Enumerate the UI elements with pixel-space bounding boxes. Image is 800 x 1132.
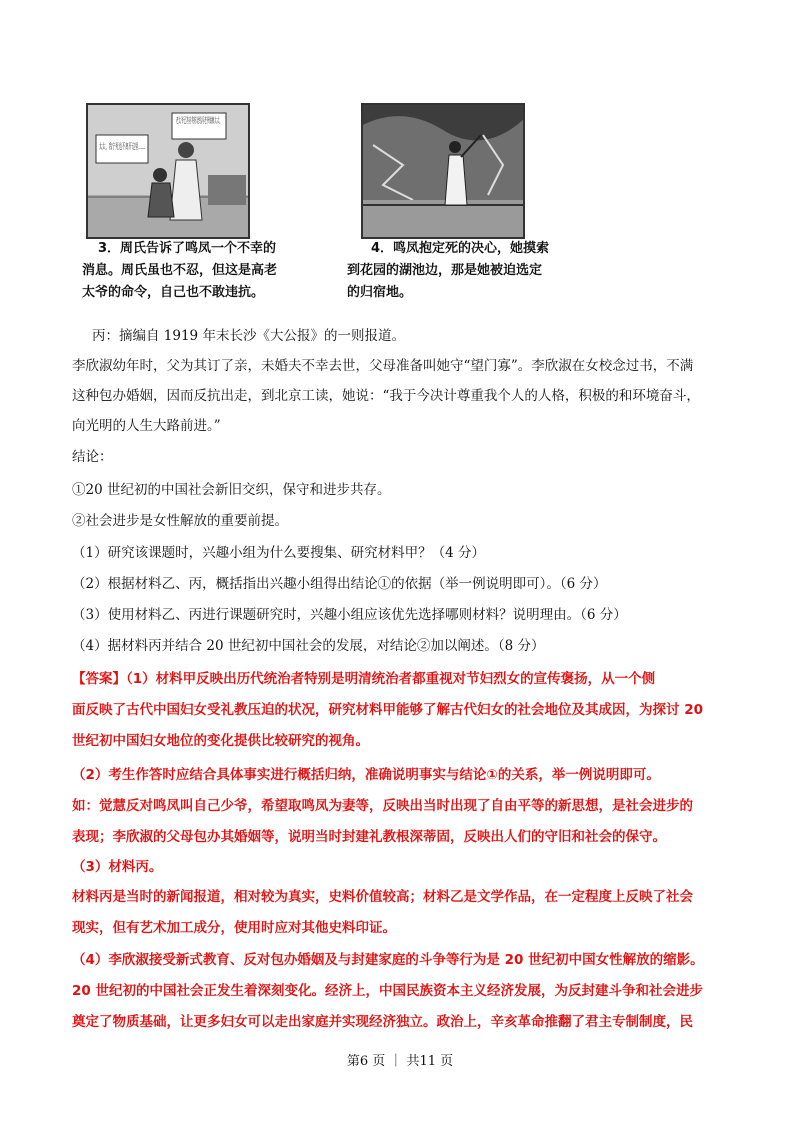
- answer-line: 面反映了古代中国妇女受礼教压迫的状况，研究材料甲能够了解古代妇女的社会地位及其成因，为探讨 20: [72, 702, 703, 718]
- caption-line: 3．周氏告诉了鸣凤一个不幸的: [98, 241, 277, 256]
- comic-illustration-4: [363, 105, 523, 237]
- answer-line: （4）李欣淑接受新式教育、反对包办婚姻及与封建家庭的斗争等行为是 20 世纪初中国女性解放的缩影。: [72, 952, 704, 968]
- question-3: （3）使用材料乙、丙进行课题研究时，兴趣小组应该优先选择哪则材料？说明理由。（6 分）: [72, 607, 627, 623]
- comic-image-4: [361, 103, 525, 239]
- answer-line: （2）考生作答时应结合具体事实进行概括归纳，准确说明事实与结论①的关系，举一例说明即可。: [72, 767, 660, 783]
- material-c-title: 丙：摘编自 1919 年末长沙《大公报》的一则报道。: [92, 328, 405, 344]
- answer-line: 表现；李欣淑的父母包办其婚姻等，说明当时封建礼教根深蒂固，反映出人们的守旧和社会的保守。: [72, 829, 666, 845]
- question-2: （2）根据材料乙、丙，概括指出兴趣小组得出结论①的依据（举一例说明即可）。（6 分）: [72, 576, 607, 592]
- material-c-line: 向光明的人生大路前进。”: [72, 418, 221, 434]
- question-4: （4）据材料丙并结合 20 世纪初中国社会的发展，对结论②加以阐述。（8 分）: [72, 638, 545, 654]
- conclusion-item: ②社会进步是女性解放的重要前提。: [72, 513, 288, 529]
- comic-caption-4: [347, 238, 557, 304]
- answer-line: 如：觉慧反对鸣凤叫自己少爷，希望取鸣凤为妻等，反映出当时出现了自由平等的新思想，是社会进步的: [72, 798, 693, 814]
- comic-image-3: [86, 103, 250, 239]
- caption-line: 消息。周氏虽也不忍，但这是高老: [82, 263, 278, 278]
- material-c-line: 这种包办婚姻，因而反抗出走，到北京工读，她说：“我于今决计尊重我个人的人格，积极的和环境奋斗，: [72, 388, 700, 404]
- caption-line: 4．鸣凤抱定死的决心，她摸索: [371, 241, 550, 256]
- caption-line: 的归宿地。: [347, 285, 413, 300]
- answer-line: 奠定了物质基础，让更多妇女可以走出家庭并实现经济独立。政治上，辛亥革命推翻了君主专制制度，民: [72, 1014, 693, 1030]
- answer-line: 材料丙是当时的新闻报道，相对较为真实，史料价值较高；材料乙是文学作品，在一定程度上反映了社会: [72, 889, 693, 905]
- conclusion-item: ①20 世纪初的中国社会新旧交织，保守和进步共存。: [72, 482, 391, 498]
- bubble-text-1: [176, 115, 222, 125]
- answer-tag: 【答案】: [72, 671, 126, 687]
- question-1: （1）研究该课题时，兴趣小组为什么要搜集、研究材料甲？（4 分）: [72, 545, 485, 561]
- answer-line: 现实，但有艺术加工成分，使用时应对其他史料印证。: [72, 920, 396, 936]
- page-footer: 第6 页 ｜ 共11 页: [346, 1054, 454, 1069]
- answer-line-1: [72, 669, 655, 689]
- comic-illustration-3: [88, 105, 248, 237]
- caption-line: 到花园的湖池边，那是她被迫选定: [347, 263, 543, 278]
- answer-text: （1）材料甲反映出历代统治者特别是明清统治者都重视对节妇烈女的宣传褒扬，从一个侧: [126, 671, 656, 687]
- material-c-line: 李欣淑幼年时，父为其订了亲，未婚夫不幸去世，父母准备叫她守“望门寡”。李欣淑在女校念过书，不满: [72, 358, 694, 374]
- bubble-text-2: [99, 141, 145, 152]
- answer-line: 世纪初中国妇女地位的变化提供比较研究的视角。: [72, 733, 369, 749]
- answer-line: （3）材料丙。: [72, 859, 163, 875]
- answer-line: 20 世纪初的中国社会正发生着深刻变化。经济上，中国民族资本主义经济发展，为反封建斗争和社会进步: [72, 983, 703, 999]
- conclusion-label: 结论：: [72, 449, 113, 465]
- comic-caption-3: [82, 238, 282, 304]
- caption-line: 太爷的命令，自己也不敢违抗。: [82, 285, 265, 300]
